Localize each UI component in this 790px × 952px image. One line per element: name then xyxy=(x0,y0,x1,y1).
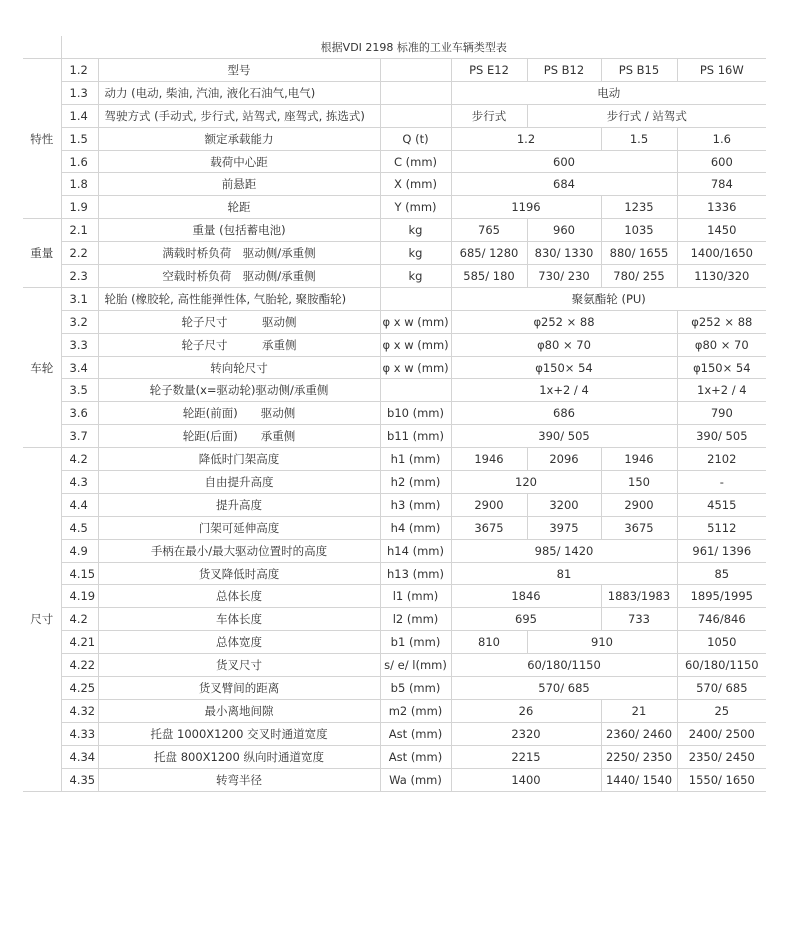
row-value: 2250/ 2350 xyxy=(601,745,677,768)
row-unit: b11 (mm) xyxy=(380,425,451,448)
row-unit: φ x w (mm) xyxy=(380,333,451,356)
row-value: 85 xyxy=(677,562,766,585)
row-unit: h14 (mm) xyxy=(380,539,451,562)
spec-row xyxy=(23,219,766,242)
row-code: 4.22 xyxy=(61,654,98,677)
row-value: 3975 xyxy=(527,516,601,539)
spec-row xyxy=(23,722,766,745)
row-value: 1.5 xyxy=(601,127,677,150)
row-value: 3675 xyxy=(601,516,677,539)
row-description: 提升高度 xyxy=(98,493,380,516)
row-code: 3.1 xyxy=(61,287,98,310)
row-description: 重量 (包括蓄电池) xyxy=(98,219,380,242)
row-code: 4.33 xyxy=(61,722,98,745)
row-description: 前悬距 xyxy=(98,173,380,196)
row-unit: h13 (mm) xyxy=(380,562,451,585)
row-code: 3.5 xyxy=(61,379,98,402)
spec-row xyxy=(23,562,766,585)
row-code: 4.2 xyxy=(61,608,98,631)
row-description: 载荷中心距 xyxy=(98,150,380,173)
spec-row xyxy=(23,81,766,104)
row-value: φ80 × 70 xyxy=(677,333,766,356)
spec-row xyxy=(23,127,766,150)
row-value: 1450 xyxy=(677,219,766,242)
spec-row xyxy=(23,699,766,722)
row-code: 2.2 xyxy=(61,242,98,265)
row-value: 60/180/1150 xyxy=(677,654,766,677)
row-unit: h2 (mm) xyxy=(380,471,451,494)
row-value: 686 xyxy=(451,402,677,425)
row-description: 门架可延伸高度 xyxy=(98,516,380,539)
row-code: 4.21 xyxy=(61,631,98,654)
group-label: 重量 xyxy=(23,219,61,288)
row-value: 1400/1650 xyxy=(677,242,766,265)
row-code: 4.3 xyxy=(61,471,98,494)
row-unit: Wa (mm) xyxy=(380,768,451,791)
row-value: PS B12 xyxy=(527,59,601,82)
row-value: 695 xyxy=(451,608,601,631)
row-value: 电动 xyxy=(451,81,766,104)
row-code: 3.6 xyxy=(61,402,98,425)
row-description: 最小离地间隙 xyxy=(98,699,380,722)
row-unit: kg xyxy=(380,242,451,265)
row-value: 961/ 1396 xyxy=(677,539,766,562)
row-value: 3675 xyxy=(451,516,527,539)
row-description: 自由提升高度 xyxy=(98,471,380,494)
row-value: 1x+2 / 4 xyxy=(451,379,677,402)
row-code: 4.35 xyxy=(61,768,98,791)
row-value: 1336 xyxy=(677,196,766,219)
spec-row xyxy=(23,516,766,539)
row-value: 26 xyxy=(451,699,601,722)
row-code: 1.4 xyxy=(61,104,98,127)
row-value: φ252 × 88 xyxy=(677,310,766,333)
row-code: 3.7 xyxy=(61,425,98,448)
row-value: 685/ 1280 xyxy=(451,242,527,265)
spec-row xyxy=(23,608,766,631)
spec-row xyxy=(23,265,766,288)
row-value: 步行式 / 站驾式 xyxy=(527,104,766,127)
spec-row xyxy=(23,379,766,402)
row-unit: m2 (mm) xyxy=(380,699,451,722)
row-code: 4.2 xyxy=(61,448,98,471)
row-value: 60/180/1150 xyxy=(451,654,677,677)
row-description: 总体宽度 xyxy=(98,631,380,654)
row-description: 总体长度 xyxy=(98,585,380,608)
row-code: 4.32 xyxy=(61,699,98,722)
spec-row xyxy=(23,59,766,82)
spec-row xyxy=(23,150,766,173)
row-value: 25 xyxy=(677,699,766,722)
row-value: PS E12 xyxy=(451,59,527,82)
row-value: 2350/ 2450 xyxy=(677,745,766,768)
row-value: PS 16W xyxy=(677,59,766,82)
row-value: 960 xyxy=(527,219,601,242)
row-unit: b5 (mm) xyxy=(380,677,451,700)
row-code: 4.5 xyxy=(61,516,98,539)
spec-row xyxy=(23,196,766,219)
spec-row xyxy=(23,287,766,310)
row-value: φ150× 54 xyxy=(677,356,766,379)
row-value: φ80 × 70 xyxy=(451,333,677,356)
row-value: 985/ 1420 xyxy=(451,539,677,562)
row-unit: C (mm) xyxy=(380,150,451,173)
row-value: 2400/ 2500 xyxy=(677,722,766,745)
row-value: 746/846 xyxy=(677,608,766,631)
row-value: 733 xyxy=(601,608,677,631)
row-value: 585/ 180 xyxy=(451,265,527,288)
row-value: 150 xyxy=(601,471,677,494)
row-value: 1440/ 1540 xyxy=(601,768,677,791)
row-value: 1846 xyxy=(451,585,601,608)
row-value: 600 xyxy=(451,150,677,173)
row-value: 1050 xyxy=(677,631,766,654)
row-value: 880/ 1655 xyxy=(601,242,677,265)
row-value: 1946 xyxy=(601,448,677,471)
row-value: 3200 xyxy=(527,493,601,516)
row-value: 步行式 xyxy=(451,104,527,127)
row-value: 5112 xyxy=(677,516,766,539)
row-description: 空载时桥负荷 驱动侧/承重侧 xyxy=(98,265,380,288)
row-description: 轮子数量(x=驱动轮)驱动侧/承重侧 xyxy=(98,379,380,402)
row-value: 1550/ 1650 xyxy=(677,768,766,791)
spec-row xyxy=(23,631,766,654)
row-unit xyxy=(380,59,451,82)
spec-row xyxy=(23,768,766,791)
row-value: 390/ 505 xyxy=(451,425,677,448)
row-description: 轮子尺寸 驱动侧 xyxy=(98,310,380,333)
row-value: 4515 xyxy=(677,493,766,516)
row-description: 转向轮尺寸 xyxy=(98,356,380,379)
group-label: 尺寸 xyxy=(23,448,61,791)
row-value: 21 xyxy=(601,699,677,722)
row-value: φ150× 54 xyxy=(451,356,677,379)
row-value: 780/ 255 xyxy=(601,265,677,288)
spec-row xyxy=(23,654,766,677)
row-value: PS B15 xyxy=(601,59,677,82)
row-value: 2900 xyxy=(601,493,677,516)
row-code: 3.2 xyxy=(61,310,98,333)
row-code: 2.3 xyxy=(61,265,98,288)
row-value: 790 xyxy=(677,402,766,425)
row-value: 1035 xyxy=(601,219,677,242)
row-unit: kg xyxy=(380,219,451,242)
table-title: 根据VDI 2198 标准的工业车辆类型表 xyxy=(61,36,766,59)
row-code: 1.8 xyxy=(61,173,98,196)
row-code: 4.4 xyxy=(61,493,98,516)
row-description: 额定承载能力 xyxy=(98,127,380,150)
row-code: 4.19 xyxy=(61,585,98,608)
row-code: 1.5 xyxy=(61,127,98,150)
row-unit: h1 (mm) xyxy=(380,448,451,471)
row-unit: Ast (mm) xyxy=(380,722,451,745)
row-unit: h4 (mm) xyxy=(380,516,451,539)
spec-row xyxy=(23,242,766,265)
row-description: 转弯半径 xyxy=(98,768,380,791)
row-value: 1.6 xyxy=(677,127,766,150)
spec-row xyxy=(23,493,766,516)
row-unit: φ x w (mm) xyxy=(380,356,451,379)
row-value: 1x+2 / 4 xyxy=(677,379,766,402)
row-description: 手柄在最小/最大驱动位置时的高度 xyxy=(98,539,380,562)
row-description: 满载时桥负荷 驱动侧/承重侧 xyxy=(98,242,380,265)
row-code: 4.9 xyxy=(61,539,98,562)
row-value: 390/ 505 xyxy=(677,425,766,448)
row-description: 轮胎 (橡胶轮, 高性能弹性体, 气胎轮, 聚胺酯轮) xyxy=(98,287,380,310)
row-unit: h3 (mm) xyxy=(380,493,451,516)
row-unit: Y (mm) xyxy=(380,196,451,219)
row-description: 驾驶方式 (手动式, 步行式, 站驾式, 座驾式, 拣选式) xyxy=(98,104,380,127)
title-row xyxy=(23,36,766,59)
row-description: 货叉尺寸 xyxy=(98,654,380,677)
row-unit: b1 (mm) xyxy=(380,631,451,654)
row-value: 730/ 230 xyxy=(527,265,601,288)
row-unit: l2 (mm) xyxy=(380,608,451,631)
row-unit: Q (t) xyxy=(380,127,451,150)
row-code: 1.2 xyxy=(61,59,98,82)
row-value: 2320 xyxy=(451,722,601,745)
row-unit xyxy=(380,81,451,104)
row-code: 4.25 xyxy=(61,677,98,700)
spec-row xyxy=(23,745,766,768)
row-value: 684 xyxy=(451,173,677,196)
spec-row xyxy=(23,425,766,448)
row-unit: X (mm) xyxy=(380,173,451,196)
row-value: 1400 xyxy=(451,768,601,791)
row-value: 1883/1983 xyxy=(601,585,677,608)
spec-row xyxy=(23,677,766,700)
row-value: 765 xyxy=(451,219,527,242)
row-value: - xyxy=(677,471,766,494)
row-description: 货叉降低时高度 xyxy=(98,562,380,585)
spec-row xyxy=(23,356,766,379)
spec-row xyxy=(23,402,766,425)
spec-row xyxy=(23,448,766,471)
row-code: 1.6 xyxy=(61,150,98,173)
row-value: 1895/1995 xyxy=(677,585,766,608)
spec-row xyxy=(23,539,766,562)
row-unit: Ast (mm) xyxy=(380,745,451,768)
row-unit: s/ e/ l(mm) xyxy=(380,654,451,677)
row-value: 81 xyxy=(451,562,677,585)
row-description: 货叉臂间的距离 xyxy=(98,677,380,700)
row-code: 1.3 xyxy=(61,81,98,104)
row-code: 3.3 xyxy=(61,333,98,356)
row-description: 型号 xyxy=(98,59,380,82)
spec-row xyxy=(23,333,766,356)
row-code: 1.9 xyxy=(61,196,98,219)
row-description: 降低时门架高度 xyxy=(98,448,380,471)
spec-table xyxy=(23,36,766,792)
spec-row xyxy=(23,310,766,333)
row-value: 600 xyxy=(677,150,766,173)
row-value: 2900 xyxy=(451,493,527,516)
row-code: 3.4 xyxy=(61,356,98,379)
row-unit: kg xyxy=(380,265,451,288)
row-value: 聚氨酯轮 (PU) xyxy=(451,287,766,310)
row-description: 托盘 1000X1200 交叉时通道宽度 xyxy=(98,722,380,745)
row-value: 2096 xyxy=(527,448,601,471)
row-code: 4.34 xyxy=(61,745,98,768)
row-value: 1196 xyxy=(451,196,601,219)
row-value: 570/ 685 xyxy=(451,677,677,700)
row-description: 轮距(后面) 承重侧 xyxy=(98,425,380,448)
group-label: 车轮 xyxy=(23,287,61,447)
row-value: 910 xyxy=(527,631,677,654)
row-description: 车体长度 xyxy=(98,608,380,631)
row-unit xyxy=(380,104,451,127)
row-value: 120 xyxy=(451,471,601,494)
row-code: 2.1 xyxy=(61,219,98,242)
row-unit xyxy=(380,287,451,310)
row-value: 1130/320 xyxy=(677,265,766,288)
row-code: 4.15 xyxy=(61,562,98,585)
spec-row xyxy=(23,471,766,494)
row-value: 784 xyxy=(677,173,766,196)
row-unit: b10 (mm) xyxy=(380,402,451,425)
spec-row xyxy=(23,104,766,127)
row-description: 轮距 xyxy=(98,196,380,219)
row-description: 轮距(前面) 驱动侧 xyxy=(98,402,380,425)
row-value: 570/ 685 xyxy=(677,677,766,700)
row-value: φ252 × 88 xyxy=(451,310,677,333)
row-description: 动力 (电动, 柴油, 汽油, 液化石油气,电气) xyxy=(98,81,380,104)
row-value: 2360/ 2460 xyxy=(601,722,677,745)
spec-row xyxy=(23,585,766,608)
row-value: 1235 xyxy=(601,196,677,219)
row-description: 轮子尺寸 承重侧 xyxy=(98,333,380,356)
row-value: 2215 xyxy=(451,745,601,768)
row-value: 810 xyxy=(451,631,527,654)
row-unit: l1 (mm) xyxy=(380,585,451,608)
row-value: 830/ 1330 xyxy=(527,242,601,265)
row-value: 2102 xyxy=(677,448,766,471)
row-value: 1946 xyxy=(451,448,527,471)
row-unit xyxy=(380,379,451,402)
group-label: 特性 xyxy=(23,59,61,219)
row-unit: φ x w (mm) xyxy=(380,310,451,333)
row-description: 托盘 800X1200 纵向时通道宽度 xyxy=(98,745,380,768)
spec-row xyxy=(23,173,766,196)
row-value: 1.2 xyxy=(451,127,601,150)
